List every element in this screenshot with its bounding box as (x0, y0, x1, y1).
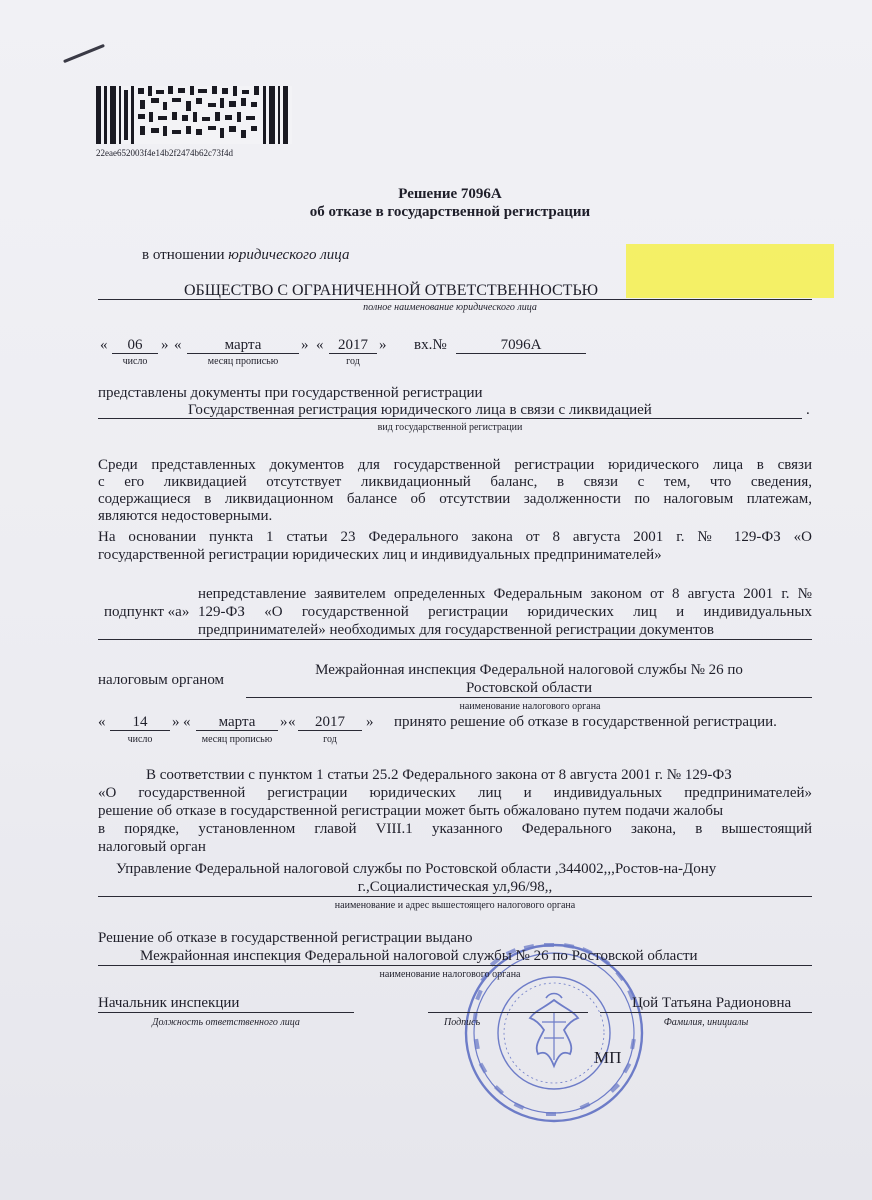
body-line-4: являются недостоверными. (98, 508, 273, 524)
decision-q3: « (183, 714, 191, 730)
decision-cap-year: год (323, 734, 337, 745)
appeal-caption: наименование и адрес вышестоящего налогового органа (334, 900, 576, 911)
pen-mark (63, 44, 105, 63)
appeal-underline (98, 896, 812, 897)
signature-position-caption: Должность ответственного лица (152, 1017, 300, 1028)
redaction-highlight (626, 244, 834, 298)
receipt-day: 06 (127, 337, 143, 353)
signature-position-underline (98, 1012, 354, 1013)
authority-name-line1: Межрайонная инспекция Федеральной налоговой службы № 26 по (315, 662, 743, 678)
entity-name-underline (98, 299, 812, 300)
receipt-vx-number: 7096А (500, 337, 542, 353)
decision-text: принято решение об отказе в государственной регистрации. (394, 714, 777, 730)
subpoint-underline (98, 639, 812, 640)
receipt-q3: « (174, 337, 182, 353)
decision-cap-day: число (127, 734, 153, 745)
issued-by: Межрайонная инспекция Федеральной налоговой службы № 26 по Ростовской области (140, 948, 698, 964)
body-line-5: На основании пункта 1 статьи 23 Федерального закона от 8 августа 2001 г. № 129-ФЗ «О (98, 529, 812, 545)
document-subtitle: об отказе в государственной регистрации (309, 204, 591, 220)
receipt-q4: » (301, 337, 309, 353)
barcode-image (96, 86, 292, 144)
receipt-month: марта (224, 337, 262, 353)
decision-q2: » (172, 714, 180, 730)
receipt-cap-month: месяц прописью (207, 356, 279, 367)
registration-type: Государственная регистрация юридического лица в связи с ликвидацией (188, 402, 652, 418)
decision-cap-month: месяц прописью (201, 734, 273, 745)
appeal-superior-line2: г.,Социалистическая ул,96/98,, (357, 879, 553, 895)
authority-underline (246, 697, 812, 698)
decision-month-underline (196, 730, 278, 731)
registration-dot: . (806, 402, 810, 418)
issued-underline (98, 965, 812, 966)
appeal-line-3: решение об отказе в государственной регистрации может быть обжаловано путем подачи жалобы (98, 803, 724, 819)
receipt-q6: » (379, 337, 387, 353)
receipt-cap-year: год (346, 356, 360, 367)
decision-q4: » (280, 714, 288, 730)
receipt-q5: « (316, 337, 324, 353)
decision-q6: » (366, 714, 374, 730)
decision-q1: « (98, 714, 106, 730)
appeal-line-4: в порядке, установленном главой VIII.1 указанного Федерального закона, в вышестоящий (98, 821, 812, 837)
body-line-3: содержащиеся в ликвидационном балансе об отсутствии задолженности по налоговым платежам, (98, 491, 812, 507)
entity-intro (142, 247, 349, 264)
body-line-6: государственной регистрации юридических лиц и индивидуальных предпринимателей» (98, 547, 662, 563)
receipt-year-underline (329, 353, 377, 354)
appeal-line-2: «О государственной регистрации юридических лиц и индивидуальных предпринимателей» (98, 785, 812, 801)
receipt-q1: « (100, 337, 108, 353)
decision-day: 14 (132, 714, 148, 730)
authority-caption: наименование налогового органа (459, 701, 601, 712)
signature-name: Цой Татьяна Радионовна (632, 995, 792, 1011)
appeal-line-1: В соответствии с пунктом 1 статьи 25.2 Федерального закона от 8 августа 2001 г. № 129-ФЗ (146, 767, 732, 783)
decision-q5: « (288, 714, 296, 730)
receipt-month-underline (187, 353, 299, 354)
registration-underline (98, 418, 802, 419)
receipt-day-underline (112, 353, 158, 354)
signature-name-caption: Фамилия, инициалы (663, 1017, 749, 1028)
signature-name-underline (600, 1012, 812, 1013)
appeal-line-5: налоговый орган (98, 839, 206, 855)
entity-name-caption: полное наименование юридического лица (363, 302, 537, 313)
registration-intro: представлены документы при государственной регистрации (98, 385, 483, 401)
issued-intro: Решение об отказе в государственной регистрации выдано (98, 930, 473, 946)
receipt-vx-underline (456, 353, 586, 354)
issued-caption: наименование налогового органа (379, 969, 521, 980)
subpoint-line-2: 129-ФЗ «О государственной регистрации юридических лиц и индивидуальных (198, 604, 812, 620)
decision-month: марта (218, 714, 256, 730)
decision-year: 2017 (315, 714, 345, 730)
decision-day-underline (110, 730, 170, 731)
receipt-cap-day: число (122, 356, 148, 367)
entity-intro-type: юридического лица (228, 247, 350, 263)
subpoint-label: подпункт «а» (104, 604, 190, 620)
receipt-year: 2017 (338, 337, 368, 353)
signature-position: Начальник инспекции (98, 995, 240, 1011)
document-title: Решение 7096А (398, 186, 502, 202)
subpoint-line-1: непредставление заявителем определенных Федеральным законом от 8 августа 2001 г. № (198, 586, 812, 602)
body-line-1: Среди представленных документов для государственной регистрации юридического лица в связи (98, 457, 812, 473)
barcode-code: 22eae652003f4e14b2f2474b62c73f4d (96, 148, 233, 158)
authority-name-line2: Ростовской области (466, 680, 592, 696)
authority-label: налоговым органом (98, 672, 225, 688)
signature-sign-caption: Подпись (444, 1017, 481, 1028)
entity-name: ОБЩЕСТВО С ОГРАНИЧЕННОЙ ОТВЕТСТВЕННОСТЬЮ (184, 282, 599, 299)
subpoint-line-3: предпринимателей» необходимых для государственной регистрации документов (198, 622, 715, 638)
receipt-vx-label: вх.№ (414, 337, 447, 353)
receipt-q2: » (161, 337, 169, 353)
registration-caption: вид государственной регистрации (377, 422, 523, 433)
decision-year-underline (298, 730, 362, 731)
entity-intro-prefix: в отношении (142, 247, 229, 263)
body-line-2: с его ликвидацией отсутствует ликвидационный баланс, в связи с тем, что сведения, (98, 474, 812, 490)
appeal-superior-line1: Управление Федеральной налоговой службы по Ростовской области ,344002,,,Ростов-на-Дону (116, 861, 717, 877)
stamp-mp-label: МП (594, 1048, 622, 1067)
signature-sign-underline (428, 1012, 588, 1013)
official-seal (460, 938, 648, 1128)
